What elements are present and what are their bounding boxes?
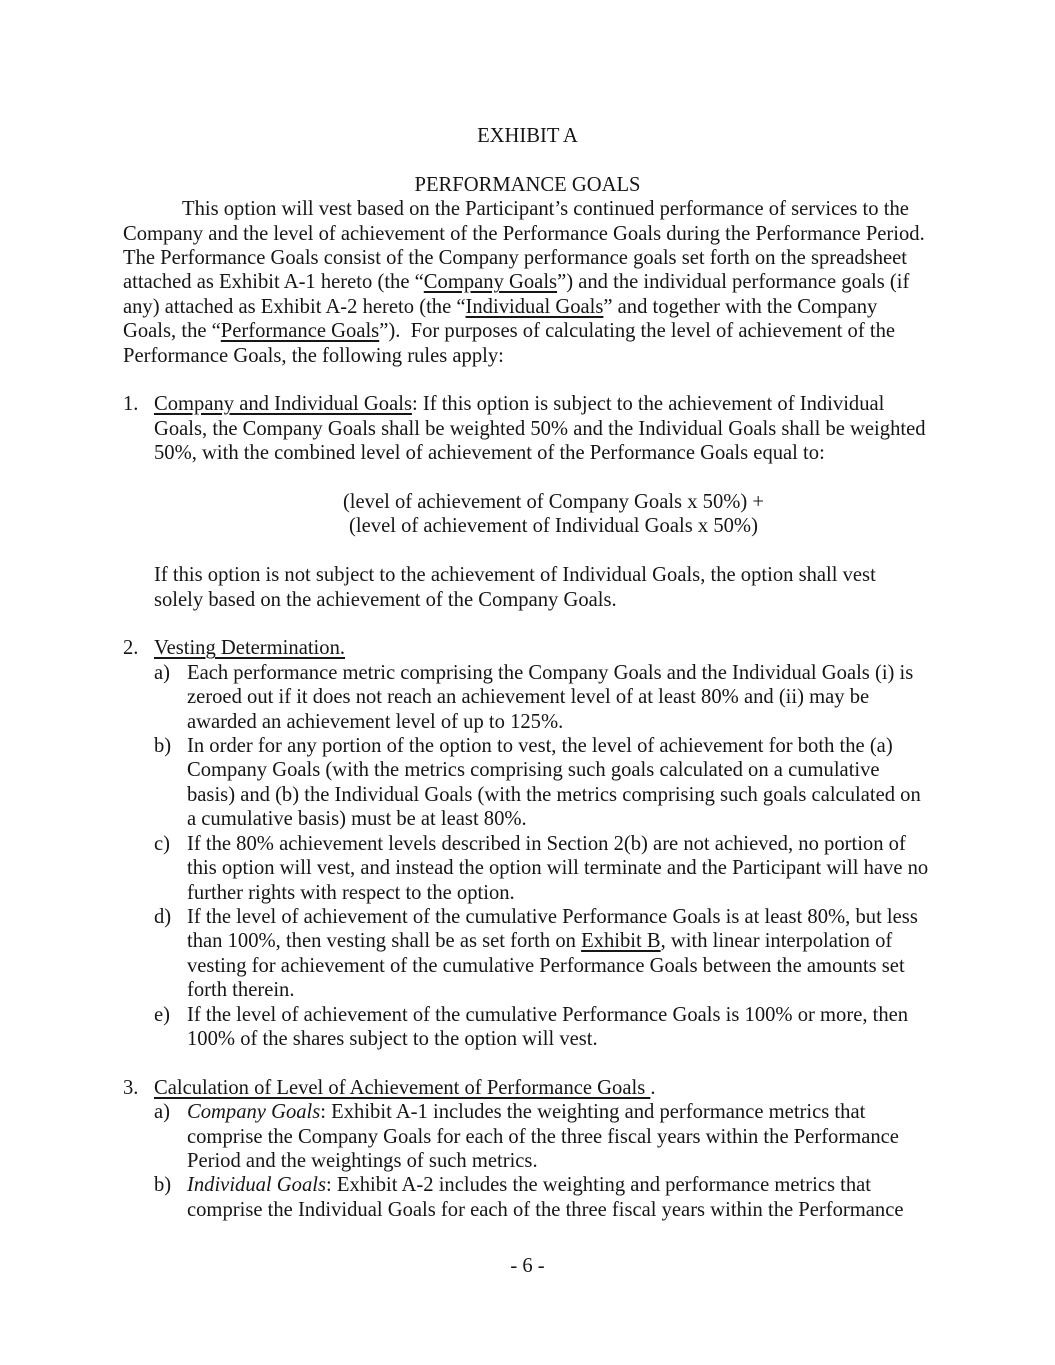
document-body <box>123 197 932 1222</box>
text-line <box>123 222 932 246</box>
underlined-text: Company and Individual Goals <box>154 393 412 416</box>
text-line <box>187 978 932 1002</box>
text-line <box>187 929 932 953</box>
text-run: further rights with respect to the option. <box>187 881 515 904</box>
text-run: In order for any portion of the option to vest, the level of achievement for both the (a) <box>187 735 893 758</box>
text-run: Performance Goals, the following rules apply: <box>123 344 504 367</box>
text-line <box>187 758 932 782</box>
item-2b <box>154 734 932 832</box>
text-run: : Exhibit A-2 includes the weighting and performance metrics that <box>326 1174 872 1197</box>
text-line <box>154 636 932 660</box>
item-2a <box>154 661 932 734</box>
text-run: ” and together with the Company <box>603 295 878 318</box>
text-line <box>123 344 932 368</box>
text-line <box>187 881 932 905</box>
item-3-calculation-of-level-of-achievement <box>123 1076 932 1100</box>
text-run: comprise the Individual Goals for each of the three fiscal years within the Performance <box>187 1198 904 1221</box>
text-line <box>175 514 932 538</box>
item-2c <box>154 832 932 905</box>
performance-goals-heading: PERFORMANCE GOALS <box>414 173 641 196</box>
item-3a <box>154 1100 932 1173</box>
text-run: solely based on the achievement of the Company Goals. <box>154 588 617 611</box>
item-2d <box>154 905 932 1003</box>
text-run: If this option is not subject to the achievement of Individual Goals, the option shall vest <box>154 564 876 587</box>
text-line <box>123 246 932 270</box>
text-line <box>123 319 932 343</box>
text-line <box>187 710 932 734</box>
page-number: - 6 - <box>510 1255 545 1278</box>
text-line <box>154 441 932 465</box>
text-run: 100% of the shares subject to the option will vest. <box>187 1027 598 1050</box>
item-1-company-and-individual-goals <box>123 392 932 465</box>
text-run: vesting for achievement of the cumulative Performance Goals between the amounts set <box>187 954 905 977</box>
italic-text: Company Goals <box>187 1101 321 1124</box>
item-2-vesting-determination <box>123 636 932 660</box>
text-line <box>187 1027 932 1051</box>
exhibit-title: EXHIBIT A <box>477 125 578 147</box>
text-run: Each performance metric comprising the Company Goals and the Individual Goals (i) is <box>187 661 914 684</box>
intro-paragraph <box>123 197 932 368</box>
text-run: 50%, with the combined level of achievement of the Performance Goals equal to: <box>154 442 825 465</box>
text-run: Goals, the “ <box>123 320 221 343</box>
text-run: basis) and (b) the Individual Goals (with the metrics comprising such goals calculated on <box>187 783 921 806</box>
text-line <box>154 563 932 587</box>
underlined-text: Individual Goals <box>465 295 604 318</box>
item-2e <box>154 1003 932 1052</box>
text-line <box>123 270 932 294</box>
list-marker: 3. <box>123 1076 139 1099</box>
text-run: than 100%, then vesting shall be as set forth on <box>187 930 582 953</box>
italic-text: Individual Goals <box>187 1174 326 1197</box>
achievement-formula <box>123 490 932 539</box>
text-run: this option will vest, and instead the option will terminate and the Participant will have no <box>187 857 929 880</box>
text-line <box>187 783 932 807</box>
text-line <box>187 661 932 685</box>
text-run: Goals, the Company Goals shall be weighted 50% and the Individual Goals shall be weighted <box>154 417 926 440</box>
text-run: zeroed out if it does not reach an achievement level of at least 80% and (ii) may be <box>187 686 870 709</box>
text-run: Period and the weightings of such metrics. <box>187 1149 538 1172</box>
underlined-text: Company Goals <box>423 271 558 294</box>
text-line <box>187 905 932 929</box>
list-marker: 2. <box>123 637 139 660</box>
text-line <box>187 685 932 709</box>
list-marker: a) <box>154 1101 170 1124</box>
text-line <box>123 295 932 319</box>
list-marker: c) <box>154 832 170 855</box>
underlined-text: Performance Goals <box>220 320 380 343</box>
underlined-text: Exhibit B <box>581 930 661 953</box>
text-line <box>187 1149 932 1173</box>
text-line <box>187 1003 932 1027</box>
text-run: ”). For purposes of calculating the level of achievement of the <box>379 320 896 343</box>
text-line <box>187 954 932 978</box>
text-line <box>154 588 932 612</box>
text-line <box>187 832 932 856</box>
text-run: any) attached as Exhibit A-2 hereto (the “ <box>123 295 466 318</box>
list-marker: a) <box>154 661 170 684</box>
underlined-text: Calculation of Level of Achievement of Performance Goals <box>154 1076 651 1099</box>
text-run: If the 80% achievement levels described in Section 2(b) are not achieved, no portion of <box>187 832 906 855</box>
list-marker: b) <box>154 1174 172 1197</box>
underlined-text: Vesting Determination. <box>154 637 346 660</box>
text-run: , with linear interpolation of <box>660 930 893 953</box>
text-line <box>154 417 932 441</box>
text-line <box>154 392 932 416</box>
item-3b <box>154 1173 932 1222</box>
text-line <box>154 1076 932 1100</box>
text-run: comprise the Company Goals for each of the three fiscal years within the Performance <box>187 1125 899 1148</box>
text-run: attached as Exhibit A-1 hereto (the “ <box>123 271 424 294</box>
text-run: Company and the level of achievement of the Performance Goals during the Performance Period. <box>123 222 925 245</box>
text-run: If the level of achievement of the cumulative Performance Goals is 100% or more, then <box>187 1003 909 1026</box>
text-run: Company Goals (with the metrics comprising such goals calculated on a cumulative <box>187 759 880 782</box>
text-run: : Exhibit A-1 includes the weighting and performance metrics that <box>320 1101 866 1124</box>
text-run: ”) and the individual performance goals (if <box>557 271 910 294</box>
text-run: (level of achievement of Individual Goals x 50%) <box>349 515 758 538</box>
list-marker: 1. <box>123 393 139 416</box>
text-run: This option will vest based on the Participant’s continued performance of services to the <box>182 198 909 221</box>
text-line <box>123 197 932 221</box>
list-marker: e) <box>154 1003 170 1026</box>
text-run: If the level of achievement of the cumulative Performance Goals is at least 80%, but less <box>187 905 918 928</box>
list-marker: d) <box>154 905 172 928</box>
no-individual-goals-paragraph <box>154 563 932 612</box>
list-marker: b) <box>154 735 172 758</box>
text-run: a cumulative basis) must be at least 80%. <box>187 808 527 831</box>
text-line <box>187 1100 932 1124</box>
text-line <box>187 856 932 880</box>
text-line <box>187 807 932 831</box>
text-line <box>175 490 932 514</box>
text-run: (level of achievement of Company Goals x 50%) + <box>342 491 765 514</box>
text-line <box>187 1125 932 1149</box>
text-line <box>187 734 932 758</box>
text-run: forth therein. <box>187 979 295 1002</box>
text-run: awarded an achievement level of up to 125%. <box>187 710 564 733</box>
text-run: : If this option is subject to the achievement of Individual <box>411 393 885 416</box>
text-run: The Performance Goals consist of the Company performance goals set forth on the spreadsheet <box>123 247 908 270</box>
text-line <box>187 1198 932 1222</box>
text-line <box>187 1173 932 1197</box>
text-run: . <box>650 1076 656 1099</box>
